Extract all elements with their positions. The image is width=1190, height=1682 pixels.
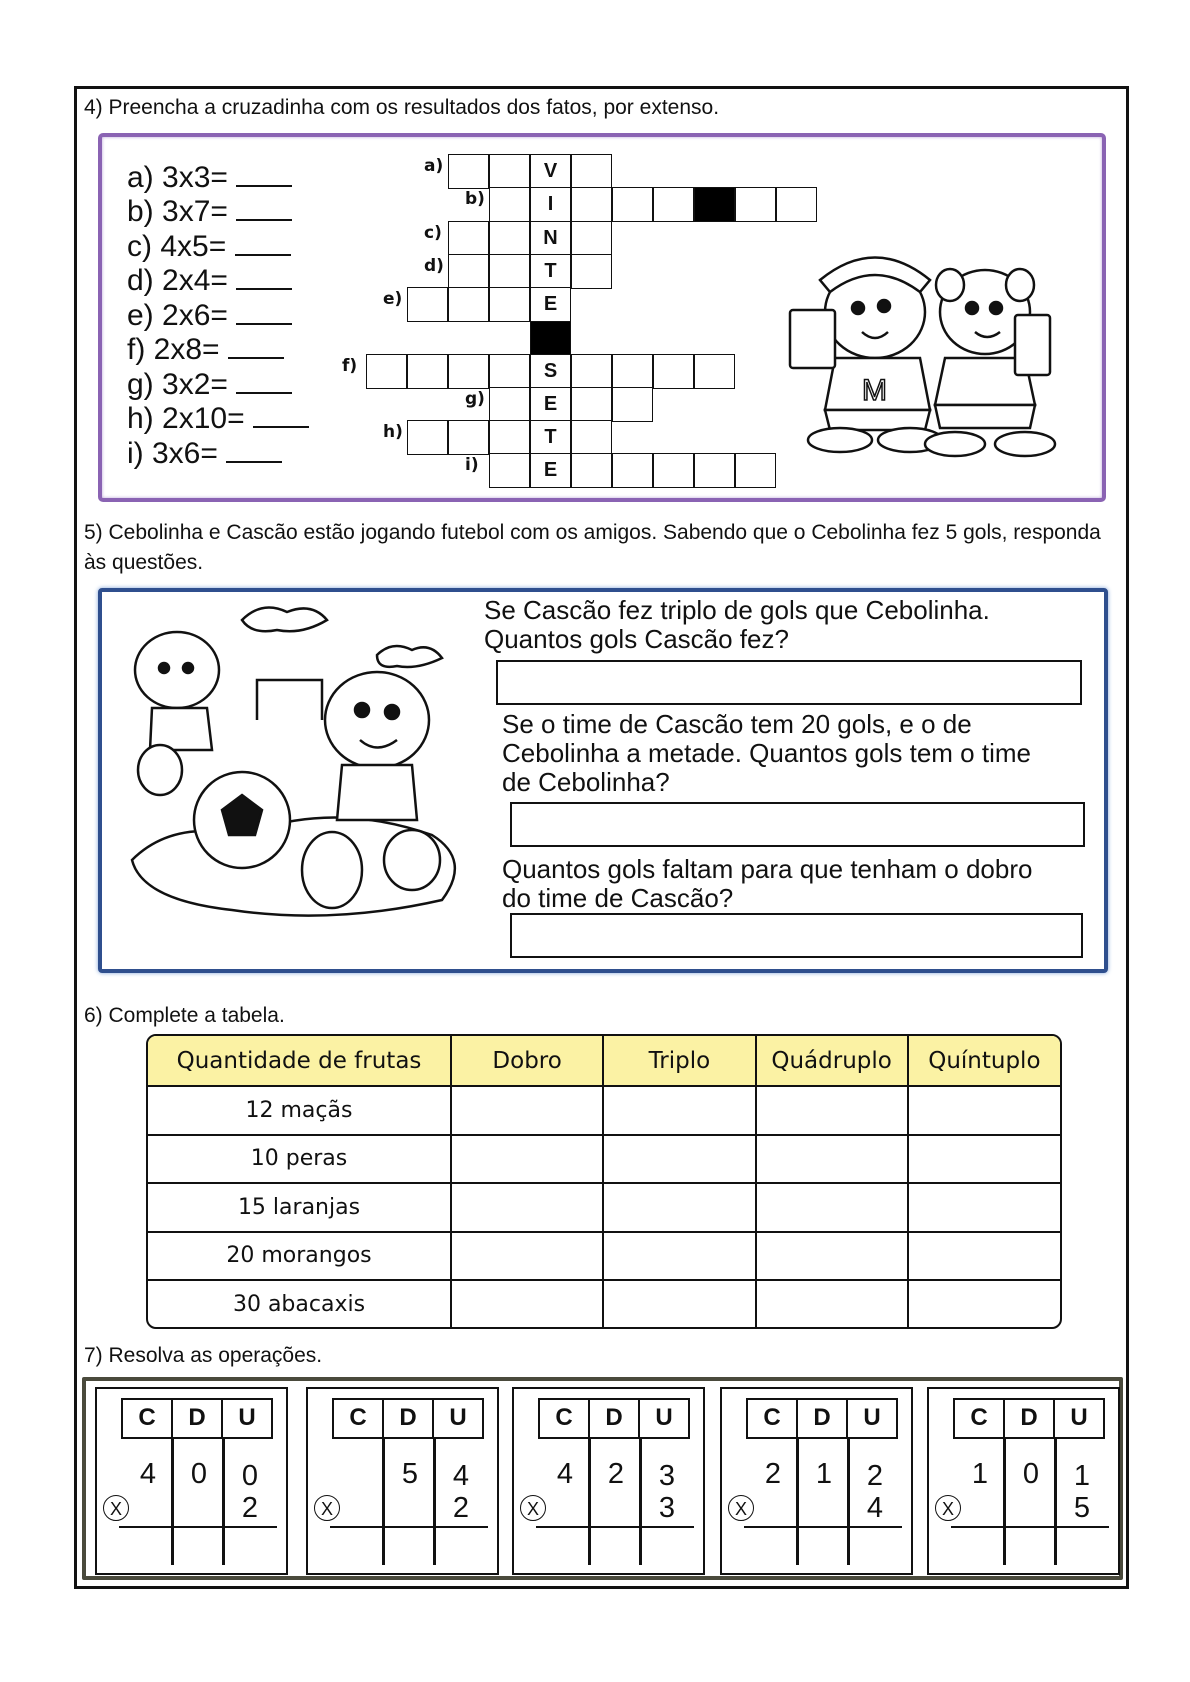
fruit-quantity-cell: 30 abacaxis xyxy=(148,1280,451,1327)
place-value-header xyxy=(746,1398,898,1439)
answer-blank[interactable] xyxy=(236,262,292,290)
crossword-cell[interactable] xyxy=(489,187,530,222)
answer-cell[interactable] xyxy=(603,1086,755,1135)
place-value-label: U xyxy=(1070,1404,1088,1431)
crossword-key-cell[interactable]: I xyxy=(530,187,571,222)
fruit-table xyxy=(146,1034,1062,1329)
crossword-cell[interactable] xyxy=(571,453,612,488)
answer-cell[interactable] xyxy=(908,1135,1060,1184)
crossword-cell[interactable] xyxy=(571,387,612,422)
place-value-header xyxy=(953,1398,1105,1439)
answer-blank[interactable] xyxy=(236,159,292,187)
crossword-cell[interactable] xyxy=(489,387,530,422)
place-value-label: C xyxy=(540,1400,590,1437)
place-value-label: C xyxy=(334,1400,384,1437)
question-5a-text: Se Cascão fez triplo de gols que Cebolinha. Quantos gols Cascão fez? xyxy=(484,595,990,654)
column-header: Dobro xyxy=(451,1036,603,1086)
crossword-clue-label: b) xyxy=(465,189,485,209)
crossword-key-cell xyxy=(530,321,571,356)
place-value-label: U xyxy=(449,1404,467,1431)
place-value-header xyxy=(121,1398,273,1439)
multiplication-card xyxy=(95,1387,288,1575)
multiply-sign: X xyxy=(935,1495,961,1521)
multiplication-card xyxy=(720,1387,913,1575)
answer-cell[interactable] xyxy=(451,1086,603,1135)
crossword-cell[interactable] xyxy=(653,354,694,389)
digit-u: 1 xyxy=(1073,1460,1091,1492)
question-5-title: 5) Cebolinha e Cascão estão jogando futebol com os amigos. Sabendo que o Cebolinha fez 5 gols, responda às questões. xyxy=(84,521,1101,574)
crossword-cell[interactable] xyxy=(694,354,735,389)
digit-d: 1 xyxy=(815,1458,833,1490)
crossword-cell[interactable] xyxy=(489,420,530,455)
table-row xyxy=(148,1232,1060,1281)
fruit-quantity-cell: 20 morangos xyxy=(148,1232,451,1281)
column-divider xyxy=(847,1439,850,1565)
column-divider xyxy=(433,1439,436,1565)
answer-blank[interactable] xyxy=(228,331,284,359)
column-header: Quantidade de frutas xyxy=(148,1036,451,1086)
crossword-cell[interactable] xyxy=(448,420,489,455)
crossword-cell[interactable] xyxy=(694,453,735,488)
fact-b: b) 3x7= xyxy=(127,193,292,229)
crossword-cell[interactable] xyxy=(735,453,776,488)
multiplication-card xyxy=(927,1387,1120,1575)
crossword-cell[interactable] xyxy=(489,354,530,389)
fact-d: d) 2x4= xyxy=(127,262,292,298)
crossword-cell[interactable] xyxy=(489,287,530,322)
place-value-label: C xyxy=(748,1400,798,1437)
answer-cell[interactable] xyxy=(603,1232,755,1281)
answer-cell[interactable] xyxy=(908,1232,1060,1281)
answer-box-5c[interactable] xyxy=(510,913,1083,958)
answer-cell[interactable] xyxy=(603,1135,755,1184)
table-row xyxy=(148,1135,1060,1184)
answer-blank[interactable] xyxy=(236,193,292,221)
digit-d: 0 xyxy=(1022,1458,1040,1490)
column-divider xyxy=(171,1439,174,1565)
crossword-cell[interactable] xyxy=(612,187,653,222)
crossword-cell[interactable] xyxy=(489,221,530,256)
question-5c-text: Quantos gols faltam para que tenham o dobro do time de Cascão? xyxy=(502,854,1033,913)
fact-i: i) 3x6= xyxy=(127,435,282,471)
crossword-cell[interactable] xyxy=(448,154,489,189)
digit-u: 3 xyxy=(658,1460,676,1492)
place-value-header xyxy=(538,1398,690,1439)
kids-reading-illustration xyxy=(780,240,1080,470)
crossword-cell[interactable] xyxy=(571,420,612,455)
crossword-cell[interactable] xyxy=(407,354,448,389)
place-value-label: D xyxy=(384,1400,434,1437)
crossword-key-cell[interactable]: S xyxy=(530,354,571,389)
result-line xyxy=(951,1526,1109,1528)
answer-cell[interactable] xyxy=(756,1232,908,1281)
fact-e: e) 2x6= xyxy=(127,297,292,333)
place-value-header xyxy=(332,1398,484,1439)
question-6-title: 6) Complete a tabela. xyxy=(84,1004,285,1027)
table-header-row xyxy=(148,1036,1060,1086)
crossword-clue-label: c) xyxy=(424,223,442,243)
digit-d: 5 xyxy=(401,1458,419,1490)
crossword-key-cell[interactable]: E xyxy=(530,287,571,322)
digit-c: 1 xyxy=(971,1458,989,1490)
answer-cell[interactable] xyxy=(451,1232,603,1281)
crossword-cell xyxy=(694,187,735,222)
answer-cell[interactable] xyxy=(908,1086,1060,1135)
fact-f: f) 2x8= xyxy=(127,331,284,367)
svg-text:M: M xyxy=(862,374,887,407)
column-divider xyxy=(588,1439,591,1565)
place-value-label: D xyxy=(173,1400,223,1437)
fact-g: g) 3x2= xyxy=(127,366,292,402)
answer-cell[interactable] xyxy=(756,1135,908,1184)
crossword-clue-label: f) xyxy=(342,356,358,376)
answer-blank[interactable] xyxy=(236,366,292,394)
place-value-label: C xyxy=(955,1400,1005,1437)
crossword-cell[interactable] xyxy=(489,254,530,289)
place-value-label: U xyxy=(655,1404,673,1431)
crossword-cell[interactable] xyxy=(489,154,530,189)
multiplier-digit: 2 xyxy=(452,1492,470,1524)
crossword-cell[interactable] xyxy=(571,154,612,189)
crossword-cell[interactable] xyxy=(612,453,653,488)
column-divider xyxy=(222,1439,225,1565)
digit-u: 0 xyxy=(241,1460,259,1492)
multiplier-digit: 4 xyxy=(866,1492,884,1524)
crossword-clue-label: d) xyxy=(424,256,444,276)
answer-cell[interactable] xyxy=(908,1280,1060,1327)
question-7-title: 7) Resolva as operações. xyxy=(84,1344,323,1367)
column-header: Triplo xyxy=(603,1036,755,1086)
multiplier-digit: 3 xyxy=(658,1492,676,1524)
crossword-cell[interactable] xyxy=(448,221,489,256)
multiplier-digit: 5 xyxy=(1073,1492,1091,1524)
result-line xyxy=(119,1526,277,1528)
crossword-cell[interactable] xyxy=(571,254,612,289)
crossword-cell[interactable] xyxy=(448,254,489,289)
crossword-cell[interactable] xyxy=(366,354,407,389)
crossword-key-cell[interactable]: T xyxy=(530,254,571,289)
digit-c: 4 xyxy=(139,1458,157,1490)
multiplication-card xyxy=(306,1387,499,1575)
fact-h: h) 2x10= xyxy=(127,400,309,436)
crossword-cell[interactable] xyxy=(407,420,448,455)
answer-cell[interactable] xyxy=(756,1183,908,1232)
result-line xyxy=(744,1526,902,1528)
multiply-sign: X xyxy=(520,1495,546,1521)
multiply-sign: X xyxy=(103,1495,129,1521)
result-line xyxy=(330,1526,488,1528)
answer-cell[interactable] xyxy=(451,1280,603,1327)
crossword-key-cell[interactable]: N xyxy=(530,221,571,256)
answer-cell[interactable] xyxy=(756,1086,908,1135)
multiplier-digit: 2 xyxy=(241,1492,259,1524)
place-value-label: U xyxy=(238,1404,256,1431)
answer-cell[interactable] xyxy=(451,1183,603,1232)
crossword-cell[interactable] xyxy=(448,354,489,389)
column-divider xyxy=(382,1439,385,1565)
answer-cell[interactable] xyxy=(756,1280,908,1327)
digit-c: 2 xyxy=(764,1458,782,1490)
crossword-key-cell[interactable]: V xyxy=(530,154,571,189)
column-divider xyxy=(639,1439,642,1565)
fruit-quantity-cell: 15 laranjas xyxy=(148,1183,451,1232)
table-row xyxy=(148,1280,1060,1327)
crossword-clue-label: g) xyxy=(465,389,485,409)
crossword-cell[interactable] xyxy=(612,354,653,389)
crossword-cell[interactable] xyxy=(407,287,448,322)
answer-cell[interactable] xyxy=(603,1280,755,1327)
answer-blank[interactable] xyxy=(236,297,292,325)
column-divider xyxy=(796,1439,799,1565)
crossword-cell[interactable] xyxy=(653,187,694,222)
answer-blank[interactable] xyxy=(226,435,282,463)
multiply-sign: X xyxy=(728,1495,754,1521)
multiplication-card xyxy=(512,1387,705,1575)
column-divider xyxy=(1054,1439,1057,1565)
crossword-key-cell[interactable]: E xyxy=(530,453,571,488)
digit-d: 0 xyxy=(190,1458,208,1490)
place-value-label: D xyxy=(590,1400,640,1437)
answer-blank[interactable] xyxy=(253,400,309,428)
crossword-cell[interactable] xyxy=(776,187,817,222)
crossword-cell[interactable] xyxy=(735,187,776,222)
crossword-key-cell[interactable]: E xyxy=(530,387,571,422)
digit-d: 2 xyxy=(607,1458,625,1490)
crossword-cell[interactable] xyxy=(612,387,653,422)
table-row xyxy=(148,1086,1060,1135)
answer-box-5b[interactable] xyxy=(510,802,1085,847)
question-4-title: 4) Preencha a cruzadinha com os resultados dos fatos, por extenso. xyxy=(84,96,720,119)
crossword-cell[interactable] xyxy=(489,453,530,488)
answer-cell[interactable] xyxy=(451,1135,603,1184)
result-line xyxy=(536,1526,694,1528)
crossword-cell[interactable] xyxy=(571,221,612,256)
digit-u: 2 xyxy=(866,1460,884,1492)
column-header: Quádruplo xyxy=(756,1036,908,1086)
answer-cell[interactable] xyxy=(603,1183,755,1232)
crossword-key-cell[interactable]: T xyxy=(530,420,571,455)
answer-box-5a[interactable] xyxy=(496,660,1082,705)
digit-c: 4 xyxy=(556,1458,574,1490)
multiply-sign: X xyxy=(314,1495,340,1521)
answer-cell[interactable] xyxy=(908,1183,1060,1232)
digit-u: 4 xyxy=(452,1460,470,1492)
crossword-cell[interactable] xyxy=(571,354,612,389)
column-header: Quíntuplo xyxy=(908,1036,1060,1086)
fruit-quantity-cell: 10 peras xyxy=(148,1135,451,1184)
place-value-label: C xyxy=(123,1400,173,1437)
crossword-clue-label: a) xyxy=(424,156,444,176)
place-value-label: D xyxy=(798,1400,848,1437)
crossword-clue-label: h) xyxy=(383,422,403,442)
crossword-cell[interactable] xyxy=(448,287,489,322)
crossword-cell[interactable] xyxy=(653,453,694,488)
table-row xyxy=(148,1183,1060,1232)
crossword-cell[interactable] xyxy=(571,187,612,222)
place-value-label: U xyxy=(863,1404,881,1431)
crossword-clue-label: i) xyxy=(465,455,479,475)
column-divider xyxy=(1003,1439,1006,1565)
question-5b-text: Se o time de Cascão tem 20 gols, e o de Cebolinha a metade. Quantos gols tem o time de Cebolinha? xyxy=(502,709,1031,797)
place-value-label: D xyxy=(1005,1400,1055,1437)
soccer-illustration xyxy=(112,600,482,930)
fact-c: c) 4x5= xyxy=(127,228,291,264)
crossword-clue-label: e) xyxy=(383,289,403,309)
fact-a: a) 3x3= xyxy=(127,159,292,195)
answer-blank[interactable] xyxy=(235,228,291,256)
fruit-quantity-cell: 12 maçãs xyxy=(148,1086,451,1135)
